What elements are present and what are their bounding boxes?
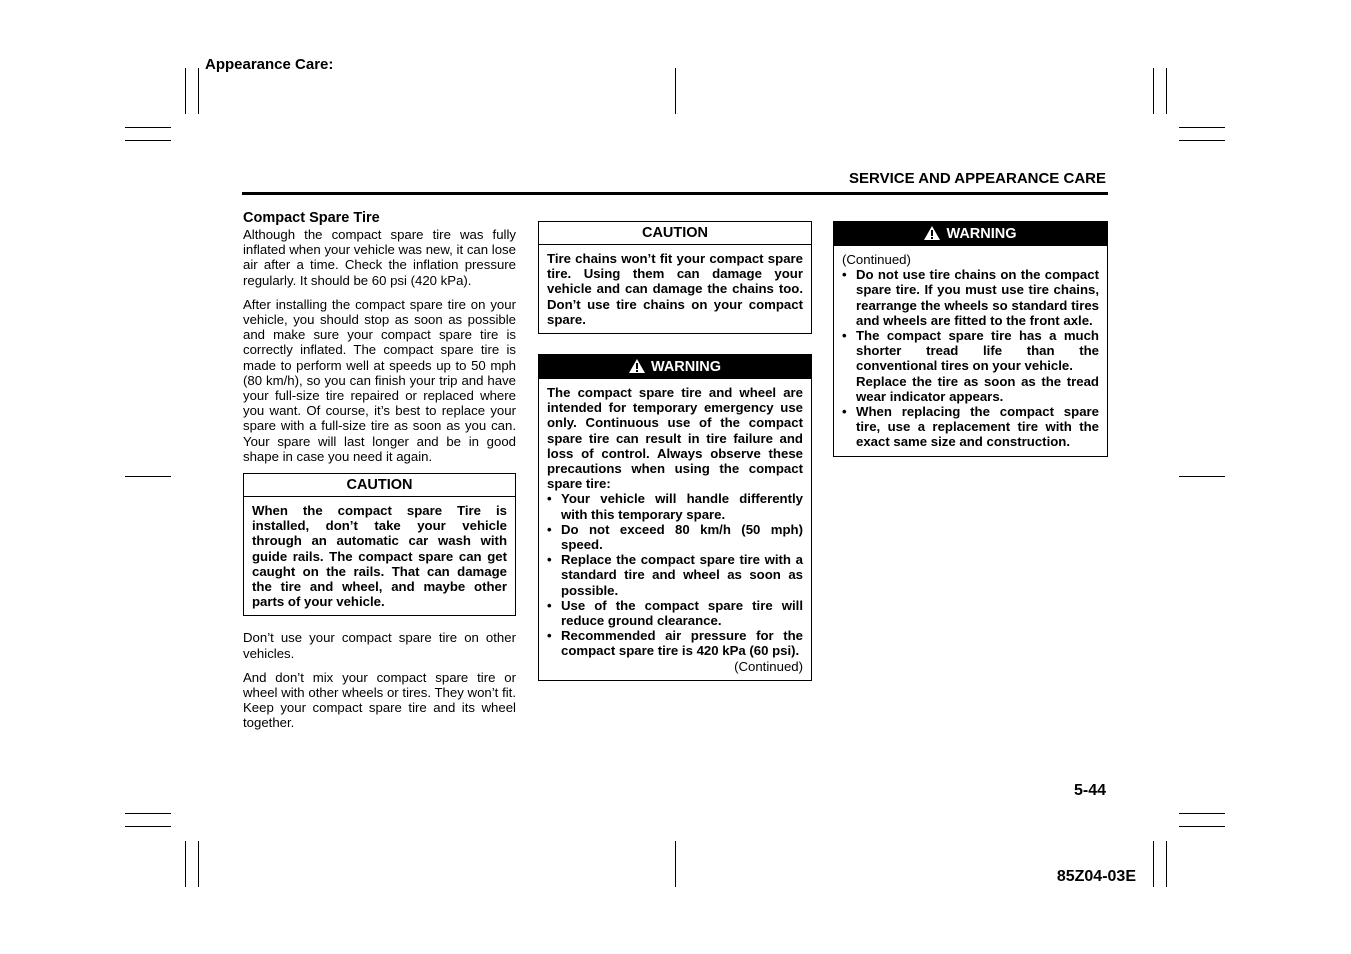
crop-mark [198,68,199,114]
running-header-label: Appearance Care: [205,56,334,73]
warning-box [538,354,812,681]
warning-body [834,246,1107,456]
warning-list [547,491,803,658]
caution-box [243,473,516,616]
list-item: • Do not use tire chains on the compact spare tire. If you must use tire chains, rearrange the wheels so standard tires and wheels are fitted to the front axle. [842,267,1099,328]
column-1 [243,210,516,740]
column-3 [833,221,1108,457]
warning-triangle-icon [629,357,645,381]
paragraph: After installing the compact spare tire on your vehicle, you should stop as soon as possible and make sure your compact spare tire is correctly inflated. The compact spare tire is made to perform well at speeds up to 50 mph (80 km/h), so you can finish your trip and have your full-size tire repaired or replaced where you want. Of course, it’s best to replace your spare with a full-size tire as soon as you can. Your spare will last longer and be in good shape in case you need it again. [243,296,516,464]
caution-body: Tire chains won’t fit your compact spare tire. Using them can damage your vehicle and can damage the chains too. Don’t use tire chains on your compact spare. [547,251,803,327]
crop-mark [185,68,186,114]
section-heading: Compact Spare Tire [243,210,380,226]
paragraph: Although the compact spare tire was fully inflated when your vehicle was new, it can lose air after a time. Check the inflation pressure regularly. It should be 60 psi (420 kPa). [243,227,516,288]
crop-mark [1153,68,1154,114]
crop-mark [1179,826,1225,827]
list-item-extra: Replace the tire as soon as the tread wear indicator appears. [856,373,1099,404]
column-2 [538,221,812,681]
crop-mark [125,813,171,814]
crop-mark [125,140,171,141]
crop-mark [1179,813,1225,814]
continued-note: (Continued) [734,658,803,674]
warning-body [539,379,811,680]
warning-intro: The compact spare tire and wheel are intended for temporary emergency use only. Continuous use of the compact spare tire can result in tire failure and loss of control. Always observe these precautions when using the compact spare tire: [547,385,803,492]
header-rule [242,192,1108,195]
paragraph: And don’t mix your compact spare tire or wheel with other wheels or tires. They won’t fit. Keep your compact spare tire and its wheel together. [243,669,516,731]
crop-mark [1153,841,1154,887]
crop-mark [1166,68,1167,114]
crop-mark [1179,476,1225,477]
crop-mark [125,826,171,827]
warning-triangle-icon [924,224,940,248]
list-item-text: The compact spare tire has a much shorter tread life than the conventional tires on your vehicle. [856,328,1099,374]
warning-box [833,221,1108,457]
warning-header [834,222,1107,246]
crop-mark [125,476,171,477]
section-title: SERVICE AND APPEARANCE CARE [849,170,1106,187]
crop-mark [675,68,676,114]
crop-mark [1179,140,1225,141]
caution-title: CAUTION [244,474,515,497]
list-item: • When replacing the compact spare tire, use a replacement tire with the exact same size and construction. [842,404,1099,450]
caution-title: CAUTION [539,222,811,245]
document-code: 85Z04-03E [1056,868,1136,885]
crop-mark [1166,841,1167,887]
warning-title: WARNING [946,226,1017,242]
paragraph: Don’t use your compact spare tire on other vehicles. [243,630,516,661]
page-number: 5-44 [1073,782,1106,799]
crop-mark [198,841,199,887]
list-item: • Replace the compact spare tire with a standard tire and wheel as soon as possible. [547,552,803,598]
list-item [842,328,1099,404]
list-item: • Do not exceed 80 km/h (50 mph) speed. [547,522,803,552]
crop-mark [675,841,676,887]
caution-body: When the compact spare Tire is installed, don’t take your vehicle through an automatic car wash with guide rails. The compact spare can get caught on the rails. That can damage the tire and wheel, and maybe other parts of your vehicle. [252,503,507,610]
warning-header [539,355,811,379]
continued-note: (Continued) [842,252,911,267]
warning-title: WARNING [650,359,722,376]
caution-box [538,221,812,334]
list-item: • Recommended air pressure for the compact spare tire is 420 kPa (60 psi). [547,628,803,658]
crop-mark [125,127,171,128]
crop-mark [1179,127,1225,128]
crop-mark [185,841,186,887]
list-item: • Use of the compact spare tire will reduce ground clearance. [547,598,803,628]
warning-list [842,267,1099,449]
list-item: • Your vehicle will handle differently with this temporary spare. [547,491,803,521]
